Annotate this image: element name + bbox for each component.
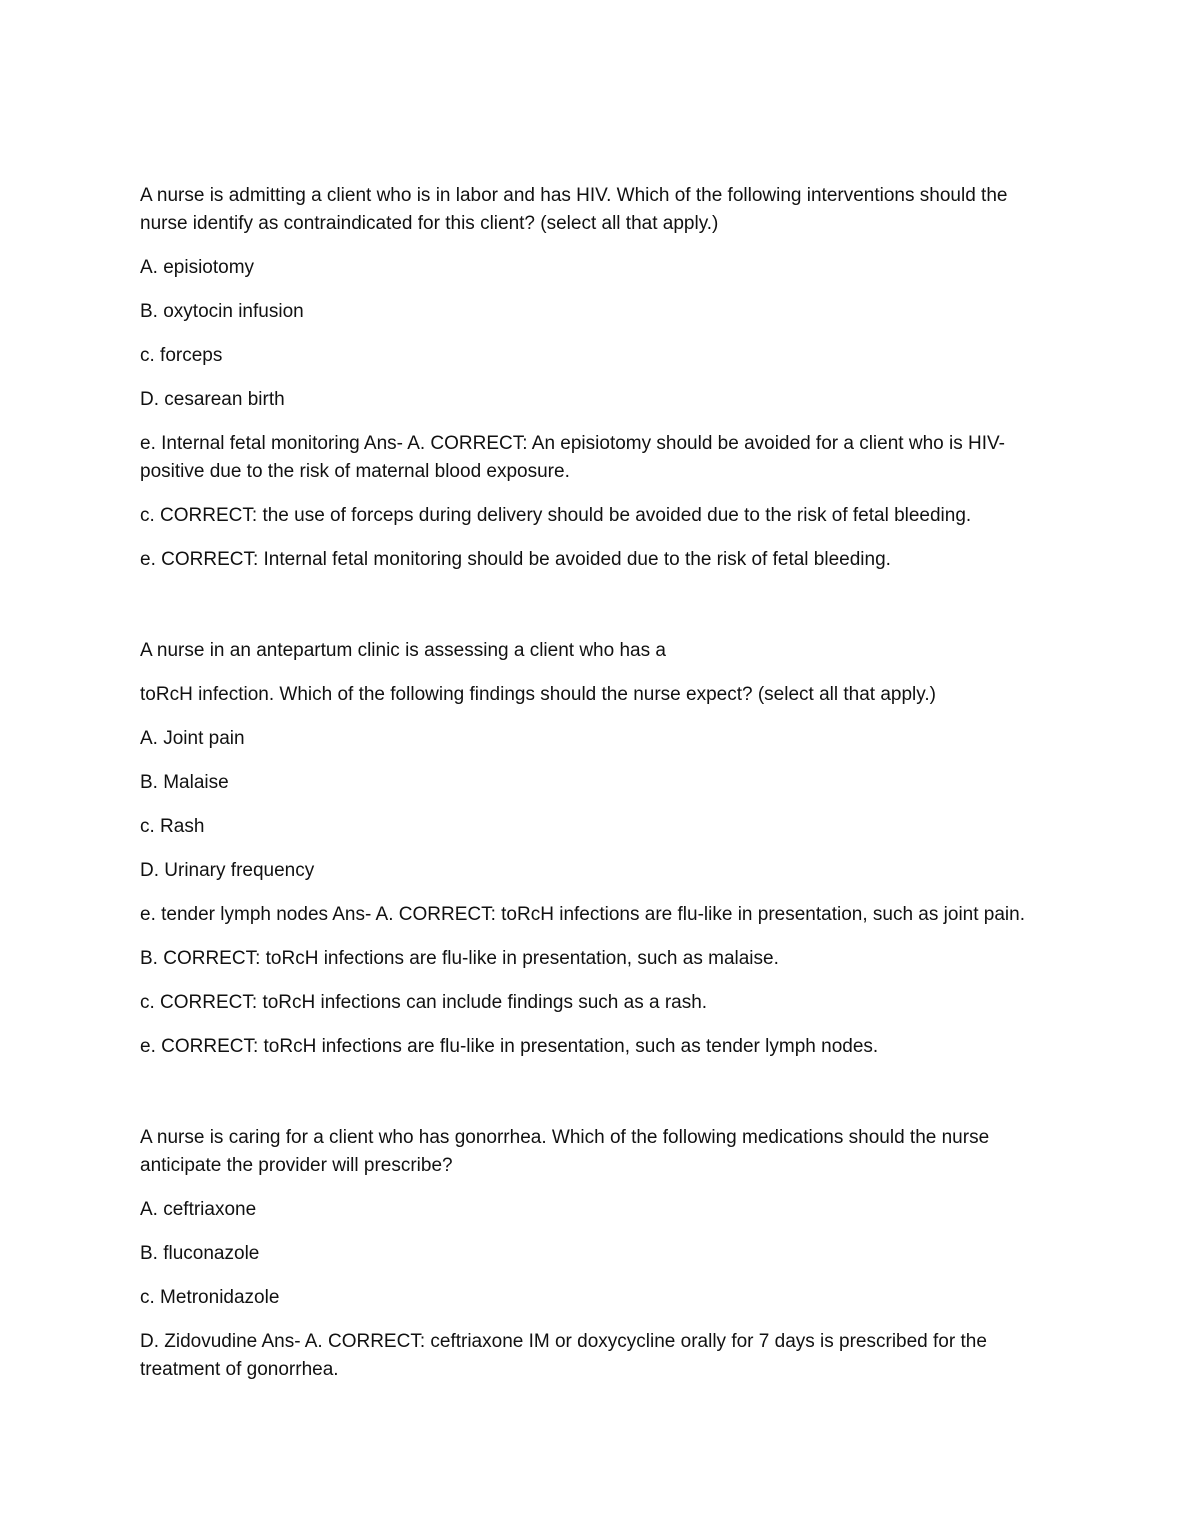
document-page	[140, 182, 1060, 1447]
option-a: A. Joint pain	[140, 728, 245, 749]
option-b: B. fluconazole	[140, 1243, 260, 1264]
question-3	[140, 1124, 1060, 1384]
question-2-stem-continued: toRcH infection. Which of the following findings should the nurse expect? (select all that apply.)	[140, 684, 936, 705]
answer-rationale: e. CORRECT: Internal fetal monitoring should be avoided due to the risk of fetal bleeding.	[140, 549, 891, 570]
question-2	[140, 637, 1060, 1061]
option-d-and-answer: D. Zidovudine Ans- A. CORRECT: ceftriaxone IM or doxycycline orally for 7 days is prescribed for the treatment of gonorrhea.	[140, 1331, 987, 1380]
option-c: c. Metronidazole	[140, 1287, 280, 1308]
question-3-stem: A nurse is caring for a client who has gonorrhea. Which of the following medications should the nurse anticipate the provider will prescribe?	[140, 1127, 990, 1176]
option-a: A. ceftriaxone	[140, 1199, 257, 1220]
question-2-stem: A nurse in an antepartum clinic is assessing a client who has a	[140, 640, 666, 661]
answer-rationale: e. CORRECT: toRcH infections are flu-like in presentation, such as tender lymph nodes.	[140, 1036, 879, 1057]
option-d: D. Urinary frequency	[140, 860, 315, 881]
option-c: c. forceps	[140, 345, 223, 366]
answer-rationale: c. CORRECT: toRcH infections can include findings such as a rash.	[140, 992, 708, 1013]
answer-rationale: B. CORRECT: toRcH infections are flu-like in presentation, such as malaise.	[140, 948, 779, 969]
option-c: c. Rash	[140, 816, 205, 837]
option-e-and-answer: e. tender lymph nodes Ans- A. CORRECT: toRcH infections are flu-like in presentation, such as joint pain.	[140, 904, 1025, 925]
question-1-stem: A nurse is admitting a client who is in labor and has HIV. Which of the following interventions should the nurse identify as contraindicated for this client? (select all that apply.)	[140, 185, 1008, 234]
option-e-and-answer: e. Internal fetal monitoring Ans- A. CORRECT: An episiotomy should be avoided for a client who is HIV-positive due to the risk of maternal blood exposure.	[140, 433, 1005, 482]
answer-rationale: c. CORRECT: the use of forceps during delivery should be avoided due to the risk of fetal bleeding.	[140, 505, 972, 526]
question-1	[140, 182, 1060, 574]
option-d: D. cesarean birth	[140, 389, 285, 410]
option-b: B. Malaise	[140, 772, 229, 793]
option-b: B. oxytocin infusion	[140, 301, 304, 322]
option-a: A. episiotomy	[140, 257, 255, 278]
